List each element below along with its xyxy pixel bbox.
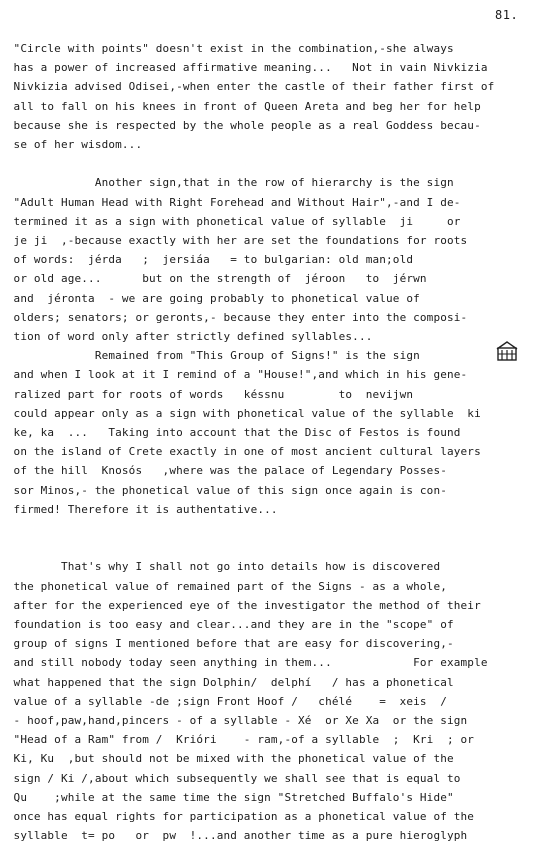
text-line: Ki, Ku ,but should not be mixed with the phonetical value of the	[0, 752, 454, 766]
text-line: firmed! Therefore it is authentative...	[0, 502, 278, 516]
text-line: after for the experienced eye of the investigator the method of their	[0, 598, 481, 612]
text-line: "Adult Human Head with Right Forehead and Without Hair",-and I de-	[0, 195, 461, 209]
text-line: tion of word only after strictly defined syllables...	[0, 330, 373, 343]
text-line: once has equal rights for participation as a phonetical value of the	[0, 810, 475, 823]
text-line: je ji ,-because exactly with her are set the foundations for roots	[0, 234, 468, 247]
text-line: syllable t= po or pw !...and another time as a pure hieroglyph	[0, 829, 468, 843]
text-line: of the hill Knosós ,where was the palace of Legendary Posses-	[0, 464, 447, 478]
text-line: foundation is too easy and clear...and they are in the "scope" of	[0, 618, 454, 631]
text-line: could appear only as a sign with phonetical value of the syllable ki	[0, 406, 481, 420]
text-line: group of signs I mentioned before that are easy for discovering,-	[0, 637, 454, 651]
text-line: has a power of increased affirmative meaning... Not in vain Nivkizia	[0, 61, 488, 75]
text-line: all to fall on his knees in front of Queen Areta and beg her for help	[0, 99, 481, 113]
house-sign-icon	[496, 340, 518, 362]
text-line: because she is respected by the whole people as a real Goddess becau-	[0, 118, 481, 132]
text-line: se of her wisdom...	[0, 138, 143, 151]
text-line: and when I look at it I remind of a "House!",and which in his gene-	[0, 368, 468, 382]
text-line: Another sign,that in the row of hierarchy is the sign	[0, 176, 454, 190]
text-line: "Circle with points" doesn't exist in the combination,-she always	[0, 42, 454, 55]
text-line: or old age... but on the strength of jéroon to jérwn	[0, 272, 427, 286]
text-line: termined it as a sign with phonetical value of syllable ji or	[0, 214, 461, 228]
text-line: the phonetical value of remained part of the Signs - as a whole,	[0, 579, 447, 593]
text-line: and still nobody today seen anything in them... For example	[0, 656, 488, 670]
text-line: and jéronta - we are going probably to phonetical value of	[0, 291, 420, 305]
text-line: what happened that the sign Dolphin/ delphí / has a phonetical	[0, 675, 454, 689]
text-line: Qu ;while at the same time the sign "Stretched Buffalo's Hide"	[0, 790, 454, 804]
text-line: of words: jérda ; jersiáa = to bulgarian: old man;old	[0, 253, 414, 267]
text-line: ralized part for roots of words késsnu to nevijwn	[0, 387, 414, 401]
text-line: Remained from "This Group of Signs!" is the sign	[0, 349, 420, 363]
text-line: - hoof,paw,hand,pincers - of a syllable - Xé or Xe Xa or the sign	[0, 714, 468, 727]
text-line: That's why I shall not go into details how is discovered	[0, 560, 441, 574]
text-line: "Head of a Ram" from / Krióri - ram,-of a syllable ; Kri ; or	[0, 733, 475, 747]
text-line: sign / Ki /,about which subsequently we shall see that is equal to	[0, 771, 461, 785]
text-line: ke, ka ... Taking into account that the Disc of Festos is found	[0, 426, 461, 439]
text-line: on the island of Crete exactly in one of most ancient cultural layers	[0, 445, 481, 459]
text-line: Nivkizia advised Odisei,-when enter the castle of their father first of	[0, 80, 495, 94]
text-line: value of a syllable -de ;sign Front Hoof / chélé = xeis /	[0, 694, 447, 708]
text-line: sor Minos,- the phonetical value of this sign once again is con-	[0, 483, 447, 497]
page-number: 81.	[495, 8, 519, 22]
text-line: olders; senators; or geronts,- because they enter into the composi-	[0, 310, 468, 324]
